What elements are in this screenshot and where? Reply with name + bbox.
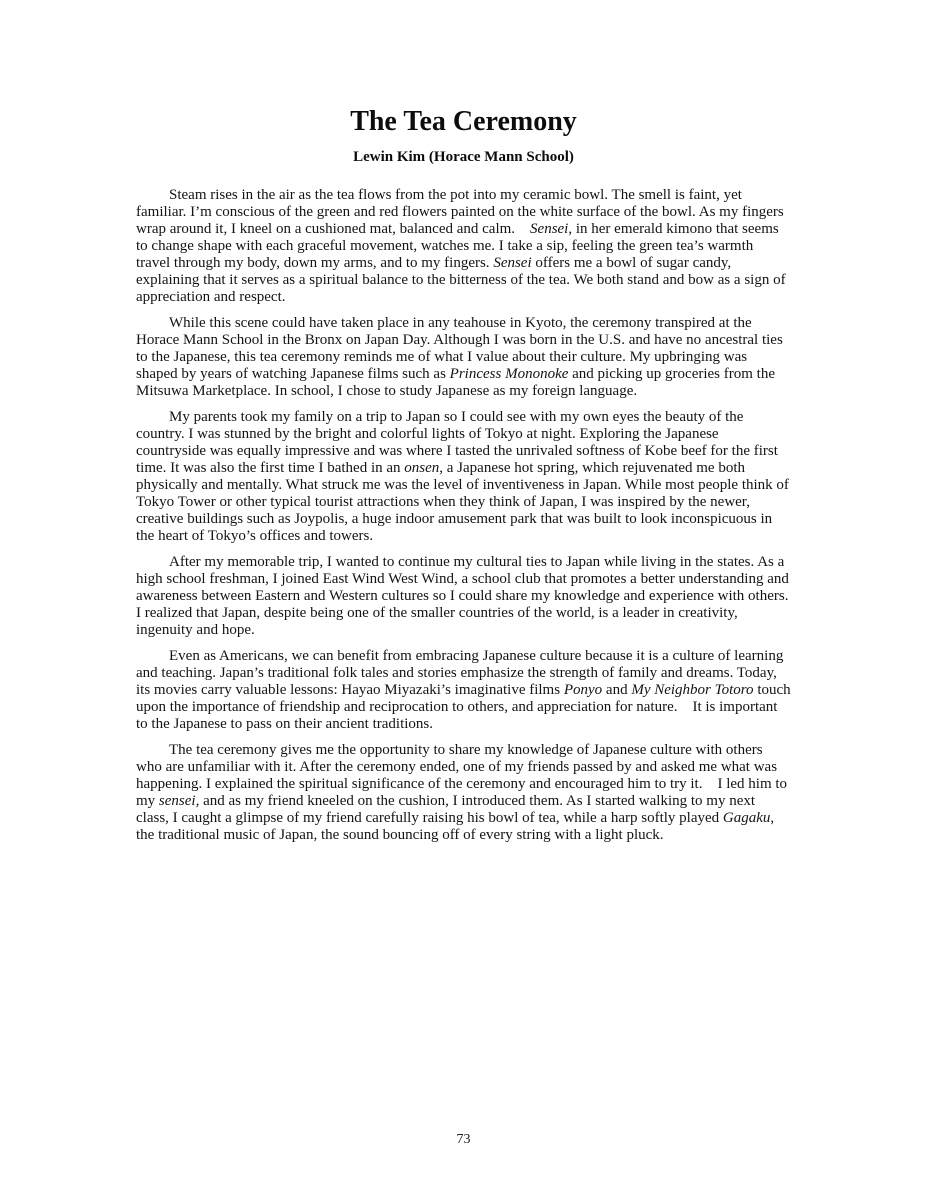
essay-paragraph [136, 315, 791, 400]
essay-paragraph [136, 554, 791, 639]
italic-text-run: sensei, [158, 793, 200, 809]
text-run: and as my friend kneeled on the cushion, I introduced them. As I started walking to my next class, I caught a glimpse of my friend carefully raising his bowl of tea, while a harp softly played [136, 793, 759, 826]
page-number: 73 [456, 1132, 471, 1147]
text-run: My parents took my family on a trip to Japan so I could see with my own eyes the beauty of the country. I was stunned by the bright and colorful lights of Tokyo at night. Exploring the Japanese countryside was equally impressive and was where I tasted the unrivaled softness of Kobe beef for the first time. It was also the first time I bathed in an [136, 409, 782, 476]
text-run: While this scene could have taken place in any teahouse in Kyoto, the ceremony transpired at the Horace Mann School in the Bronx on Japan Day. Although I was born in the U.S. and have no ancestral ties to the Japanese, this tea ceremony reminds me of what I value about their culture. My upbringing was shaped by years of watching Japanese films such as [136, 315, 787, 382]
text-run: Steam rises in the air as the tea flows from the pot into my ceramic bowl. The smell is faint, yet familiar. I’m conscious of the green and red flowers painted on the white surface of the bowl. As my fingers wrap around it, I kneel on a cushioned mat, balanced and calm. [136, 187, 788, 237]
text-run: and picking up groceries from the Mitsuwa Marketplace. In school, I chose to study Japanese as my foreign language. [136, 366, 779, 399]
essay-body [136, 187, 795, 844]
text-run: offers me a bowl of sugar candy, explaining that it serves as a spiritual balance to the bitterness of the tea. We both stand and bow as a sign of appreciation and respect. [136, 255, 790, 305]
text-run: and [602, 682, 632, 698]
essay-author: Lewin Kim (Horace Mann School) [353, 149, 574, 165]
essay-paragraph [136, 187, 791, 306]
text-run: The tea ceremony gives me the opportunity to share my knowledge of Japanese culture with others who are unfamiliar with it. After the ceremony ended, one of my friends passed by and asked me what was happening. I explained the spiritual significance of the ceremony and encouraged him to try it. I led him to my [136, 742, 791, 809]
italic-text-run: Gagaku [722, 810, 771, 826]
italic-text-run: My Neighbor Totoro [631, 682, 754, 698]
essay-paragraph [136, 648, 795, 733]
text-run: , a Japanese hot spring, which rejuvenated me both physically and mentally. What struck me was the level of inventiveness in Japan. While most people think of Tokyo Tower or other typical tourist attractions when they think of Japan, I was inspired by the newer, creative buildings such as Joypolis, a huge indoor amusement park that was built to look inconspicuous in the heart of Tokyo’s offices and towers. [136, 460, 793, 544]
essay-paragraph [136, 742, 791, 844]
text-run: After my memorable trip, I wanted to continue my cultural ties to Japan while living in the states. As a high school freshman, I joined East Wind West Wind, a school club that promotes a better understanding and awareness between Eastern and Western cultures so I could share my knowledge and experience with others. I realized that Japan, despite being one of the smaller countries of the world, is a leader in creativity, ingenuity and hope. [136, 554, 793, 638]
italic-text-run: Princess Mononoke [449, 366, 569, 382]
italic-text-run: Sensei [530, 221, 569, 237]
italic-text-run: onsen [404, 460, 440, 476]
text-run: Even as Americans, we can benefit from embracing Japanese culture because it is a culture of learning and teaching. Japan’s traditional folk tales and stories emphasize the strength of family and dreams. Today, its movies carry valuable lessons: Hayao Miyazaki’s imaginative films [136, 648, 788, 698]
essay-title: The Tea Ceremony [350, 106, 577, 137]
text-run: , the traditional music of Japan, the sound bouncing off of every string with a light pluck. [136, 810, 778, 843]
text-run: touch upon the importance of friendship and reciprocation to others, and appreciation for nature. It is important to the Japanese to pass on their ancient traditions. [136, 682, 795, 732]
text-run: , in her emerald kimono that seems to change shape with each graceful movement, watches me. I take a sip, feeling the green tea’s warmth travel through my body, down my arms, and to my fingers. [136, 221, 783, 271]
essay-paragraph [136, 409, 791, 545]
italic-text-run: Ponyo [563, 682, 603, 698]
italic-text-run: Sensei [493, 255, 532, 271]
